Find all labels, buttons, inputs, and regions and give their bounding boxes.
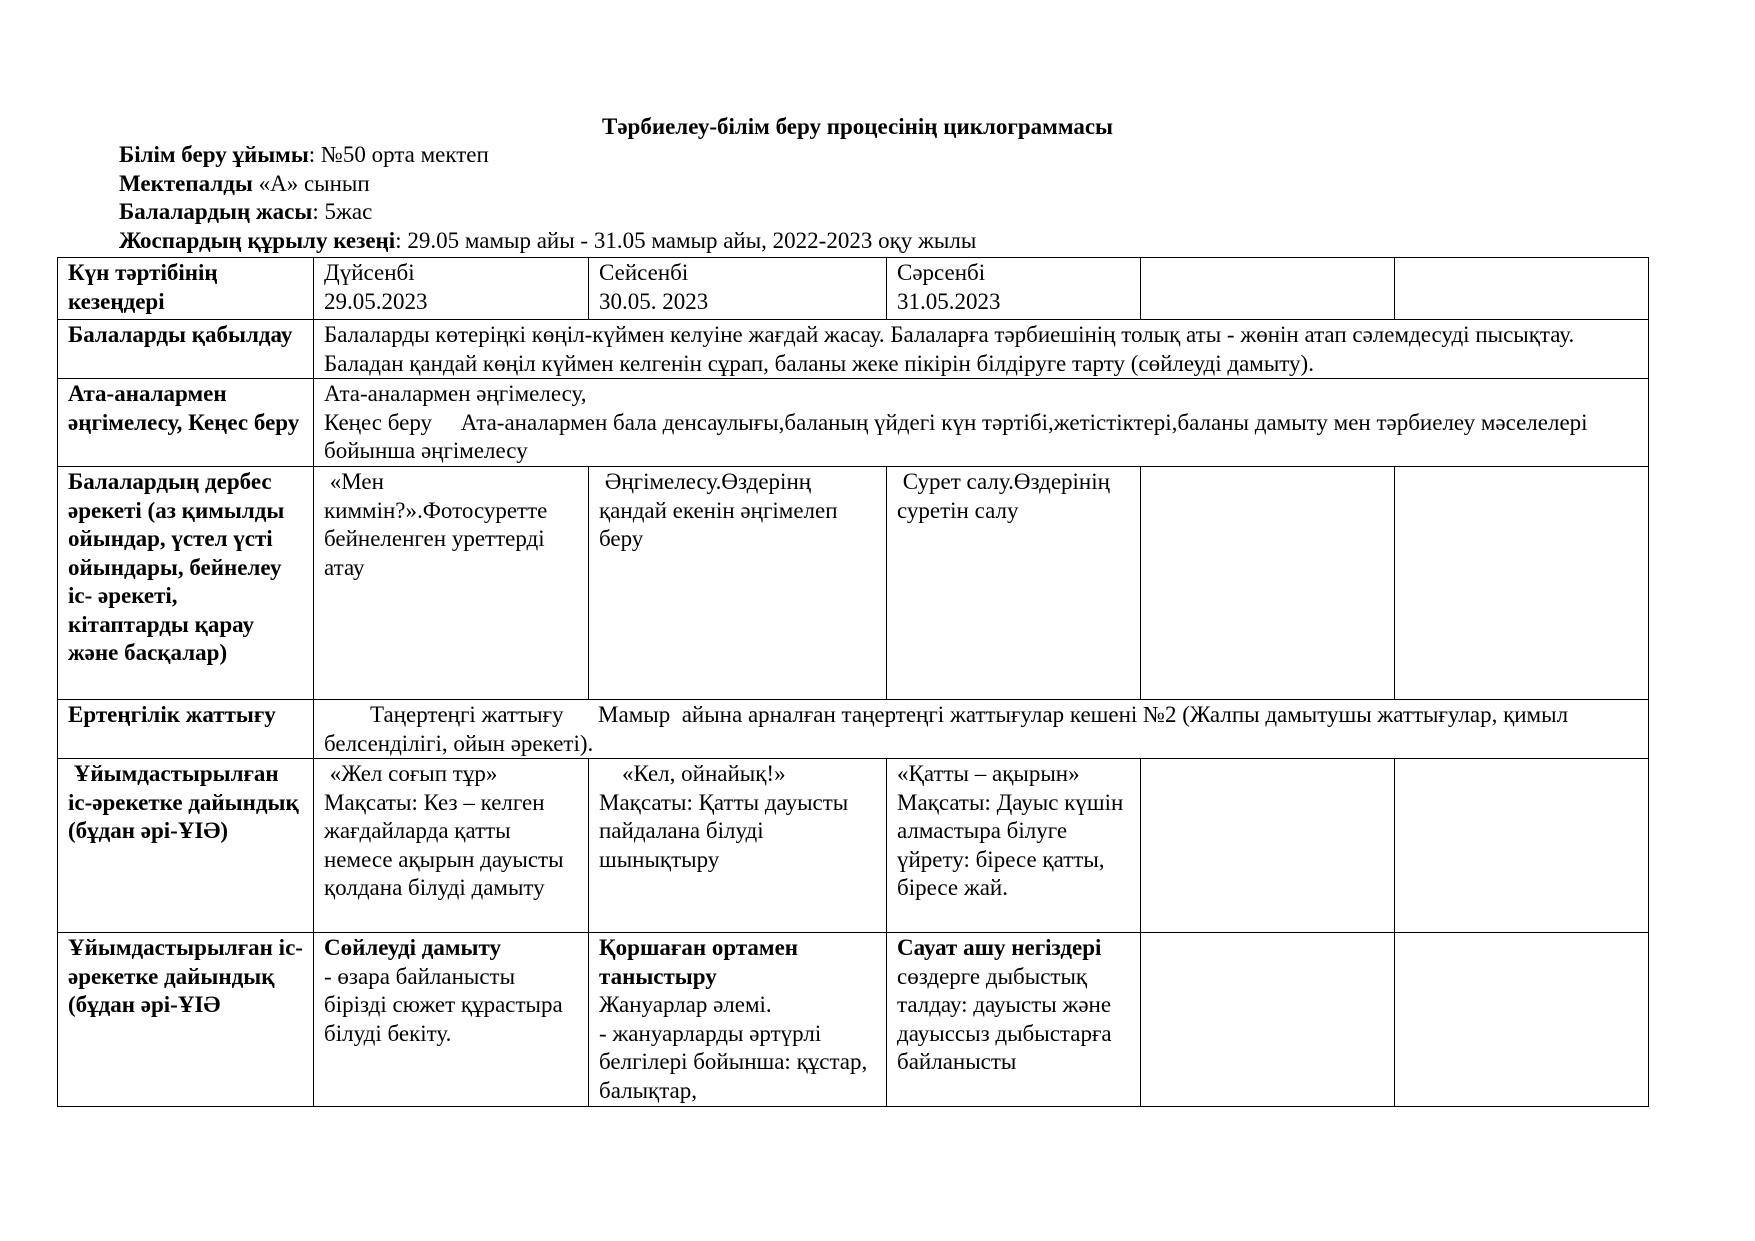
- row-label: Ертеңгілік жаттығу: [58, 700, 314, 759]
- empty-cell: [1141, 258, 1395, 320]
- row-label: Ұйымдастырылған іс-әрекетке дайындық (бұдан әрі-ҰІӘ): [58, 759, 314, 933]
- page-title: Тәрбиелеу-білім беру процесінің циклограммасы: [601, 114, 1113, 139]
- empty-cell: [1395, 759, 1649, 933]
- row-label: Ұйымдастырылған іс-әрекетке дайындық (бұдан әрі-ҰІӘ: [58, 933, 314, 1107]
- meta-group: Мектепалды «А» сынып: [119, 170, 370, 196]
- empty-cell: [1141, 467, 1395, 700]
- table-row-independent: [58, 467, 1649, 700]
- independent-monday: «Мен киммін?».Фотосуретте бейнеленген уреттерді атау: [314, 467, 589, 700]
- empty-cell: [1141, 933, 1395, 1107]
- reception-text: Балаларды көтеріңкі көңіл-күймен келуіне жағдай жасау. Балаларға тәрбиешінің толық аты - жөнін атап сәлемдесуді пысықтау. Баладан қандай көңіл күймен келгенін сұрап, баланы жеке пікірін білдіруге тарту (сөйлеуді дамыту).: [314, 320, 1649, 379]
- document-meta: [119, 141, 976, 255]
- empty-cell: [1141, 759, 1395, 933]
- parents-text: Ата-аналармен әңгімелесу, Кеңес беру Ата-аналармен бала денсаулығы,баланың үйдегі күн тәртібі,жетістіктері,баланы дамыту мен тәрбиелеу мәселелері бойынша әңгімелесу: [314, 379, 1649, 467]
- prep-tuesday: «Кел, ойнайық!» Мақсаты: Қатты дауысты пайдалана білуді шынықтыру: [589, 759, 887, 933]
- day-header-tuesday: Сейсенбі 30.05. 2023: [589, 258, 887, 320]
- exercise-text: Таңертеңгі жаттығу Мамыр айына арналған таңертеңгі жаттығулар кешені №2 (Жалпы дамытушы жаттығулар, қимыл белсенділігі, ойын әрекеті).: [314, 700, 1649, 759]
- table-row-exercise: [58, 700, 1649, 759]
- day-header-monday: Дүйсенбі 29.05.2023: [314, 258, 589, 320]
- day-header-wednesday: Сәрсенбі 31.05.2023: [887, 258, 1141, 320]
- independent-wednesday: Сурет салу.Өздерінің суретін салу: [887, 467, 1141, 700]
- empty-cell: [1395, 933, 1649, 1107]
- row-label: Ата-аналармен әңгімелесу, Кеңес беру: [58, 379, 314, 467]
- prep-monday: «Жел соғып тұр» Мақсаты: Кез – келген жағдайларда қатты немесе ақырын дауысты қолдана білуді дамыту: [314, 759, 589, 933]
- table-row-header: [58, 258, 1649, 320]
- prep-wednesday: «Қатты – ақырын» Мақсаты: Дауыс күшін алмастыра білуге үйрету: біресе қатты, біресе жай.: [887, 759, 1141, 933]
- row-label: Балаларды қабылдау: [58, 320, 314, 379]
- row-label: Балалардың дербес әрекеті (аз қимылды ойындар, үстел үсті ойындары, бейнелеу іс- әрекеті, кітаптарды қарау және басқалар): [58, 467, 314, 700]
- independent-tuesday: Әңгімелесу.Өздерінң қандай екенін әңгімелеп беру: [589, 467, 887, 700]
- oia-wednesday: Сауат ашу негіздері сөздерге дыбыстық талдау: дауысты және дауыссыз дыбыстарға байланысты: [887, 933, 1141, 1107]
- oia-tuesday: Қоршаған ортамен таныстыру Жануарлар әлемі. - жануарларды әртүрлі белгілері бойынша: құстар, балықтар,: [589, 933, 887, 1107]
- schedule-table: [57, 257, 1649, 1107]
- table-row-prep: [58, 759, 1649, 933]
- table-row-parents: [58, 379, 1649, 467]
- meta-period: Жоспардың құрылу кезеңі: 29.05 мамыр айы - 31.05 мамыр айы, 2022-2023 оқу жылы: [119, 227, 977, 253]
- table-row-reception: [58, 320, 1649, 379]
- oia-monday: Сөйлеуді дамыту - өзара байланысты бірізді сюжет құрастыра білуді бекіту.: [314, 933, 589, 1107]
- meta-age: Балалардың жасы: 5жас: [119, 199, 373, 224]
- empty-cell: [1395, 467, 1649, 700]
- empty-cell: [1395, 258, 1649, 320]
- table-row-oia: [58, 933, 1649, 1107]
- row-label: Күн тәртібінің кезеңдері: [58, 258, 314, 320]
- meta-organization: Білім беру ұйымы: №50 орта мектеп: [119, 142, 489, 167]
